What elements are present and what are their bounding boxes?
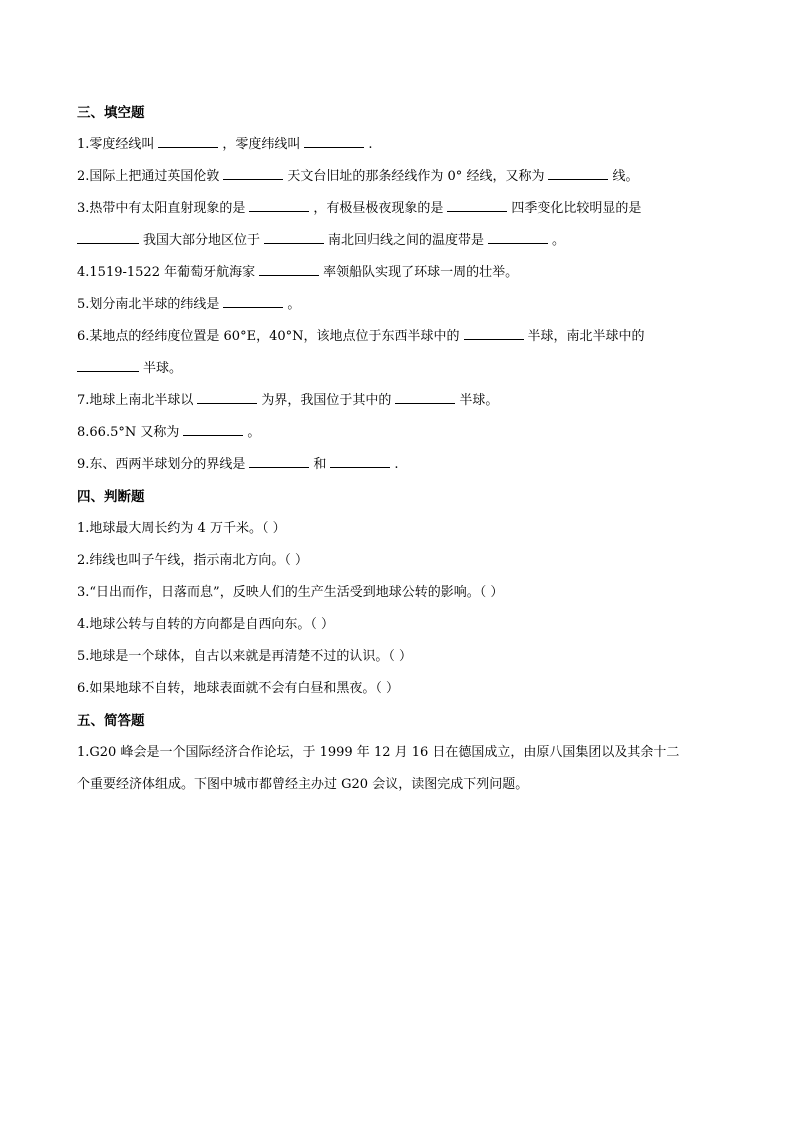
answer-blank bbox=[183, 434, 243, 436]
answer-blank bbox=[223, 306, 283, 308]
answer-blank bbox=[447, 210, 507, 212]
judge-question-6: 6.如果地球不自转，地球表面就不会有白昼和黑夜。（ ） bbox=[77, 681, 400, 696]
fill-question-2: 2.国际上把通过英国伦敦 天文台旧址的那条经线作为 0° 经线，又称为 线。 bbox=[77, 169, 639, 184]
answer-blank bbox=[77, 242, 139, 244]
answer-blank bbox=[223, 178, 283, 180]
short-question-1-line-1: 1.G20 峰会是一个国际经济合作论坛，于 1999 年 12 月 16 日在德国成立，由原八国集团以及其余十二 bbox=[77, 745, 680, 760]
answer-blank bbox=[330, 466, 390, 468]
fill-question-7: 7.地球上南北半球以 为界，我国位于其中的 半球。 bbox=[77, 393, 499, 408]
answer-blank bbox=[197, 402, 257, 404]
answer-blank bbox=[548, 178, 608, 180]
fill-question-6-line-2: 半球。 bbox=[77, 355, 717, 387]
judge-question-5: 5.地球是一个球体，自古以来就是再清楚不过的认识。（ ） bbox=[77, 649, 413, 664]
fill-question-5: 5.划分南北半球的纬线是 。 bbox=[77, 297, 301, 312]
answer-blank bbox=[77, 370, 139, 372]
fill-question-1: 1.零度经线叫 ，零度纬线叫 . bbox=[77, 137, 373, 152]
answer-blank bbox=[488, 242, 548, 244]
section-fill-title: 三、填空题 bbox=[77, 105, 145, 121]
answer-blank bbox=[464, 338, 524, 340]
answer-blank bbox=[264, 242, 324, 244]
fill-question-9: 9.东、西两半球划分的界线是 和 . bbox=[77, 457, 399, 472]
fill-question-8: 8.66.5°N 又称为 。 bbox=[77, 425, 261, 440]
answer-blank bbox=[158, 146, 218, 148]
judge-question-3: 3.“日出而作，日落而息”，反映人们的生产生活受到地球公转的影响。（ ） bbox=[77, 585, 504, 600]
section-short-title: 五、简答题 bbox=[77, 713, 145, 729]
judge-question-2: 2.纬线也叫子午线，指示南北方向。（ ） bbox=[77, 553, 309, 568]
answer-blank bbox=[395, 402, 455, 404]
answer-blank bbox=[249, 466, 309, 468]
fill-question-3-line-2: 我国大部分地区位于 南北回归线之间的温度带是 。 bbox=[77, 227, 717, 259]
answer-blank bbox=[304, 146, 364, 148]
fill-question-3-line-1: 3.热带中有太阳直射现象的是 ，有极昼极夜现象的是 四季变化比较明显的是 bbox=[77, 201, 642, 216]
short-question-1-line-2: 个重要经济体组成。下图中城市都曾经主办过 G20 会议，读图完成下列问题。 bbox=[77, 777, 529, 792]
judge-question-1: 1.地球最大周长约为 4 万千米。（ ） bbox=[77, 521, 286, 536]
fill-question-6-line-1: 6.某地点的经纬度位置是 60°E，40°N，该地点位于东西半球中的 半球，南北半球中的 bbox=[77, 329, 645, 344]
answer-blank bbox=[259, 274, 319, 276]
fill-question-4: 4.1519-1522 年葡萄牙航海家 率领船队实现了环球一周的壮举。 bbox=[77, 265, 519, 280]
answer-blank bbox=[249, 210, 309, 212]
document-body bbox=[77, 99, 717, 803]
section-judge-title: 四、判断题 bbox=[77, 489, 145, 505]
judge-question-4: 4.地球公转与自转的方向都是自西向东。（ ） bbox=[77, 617, 335, 632]
